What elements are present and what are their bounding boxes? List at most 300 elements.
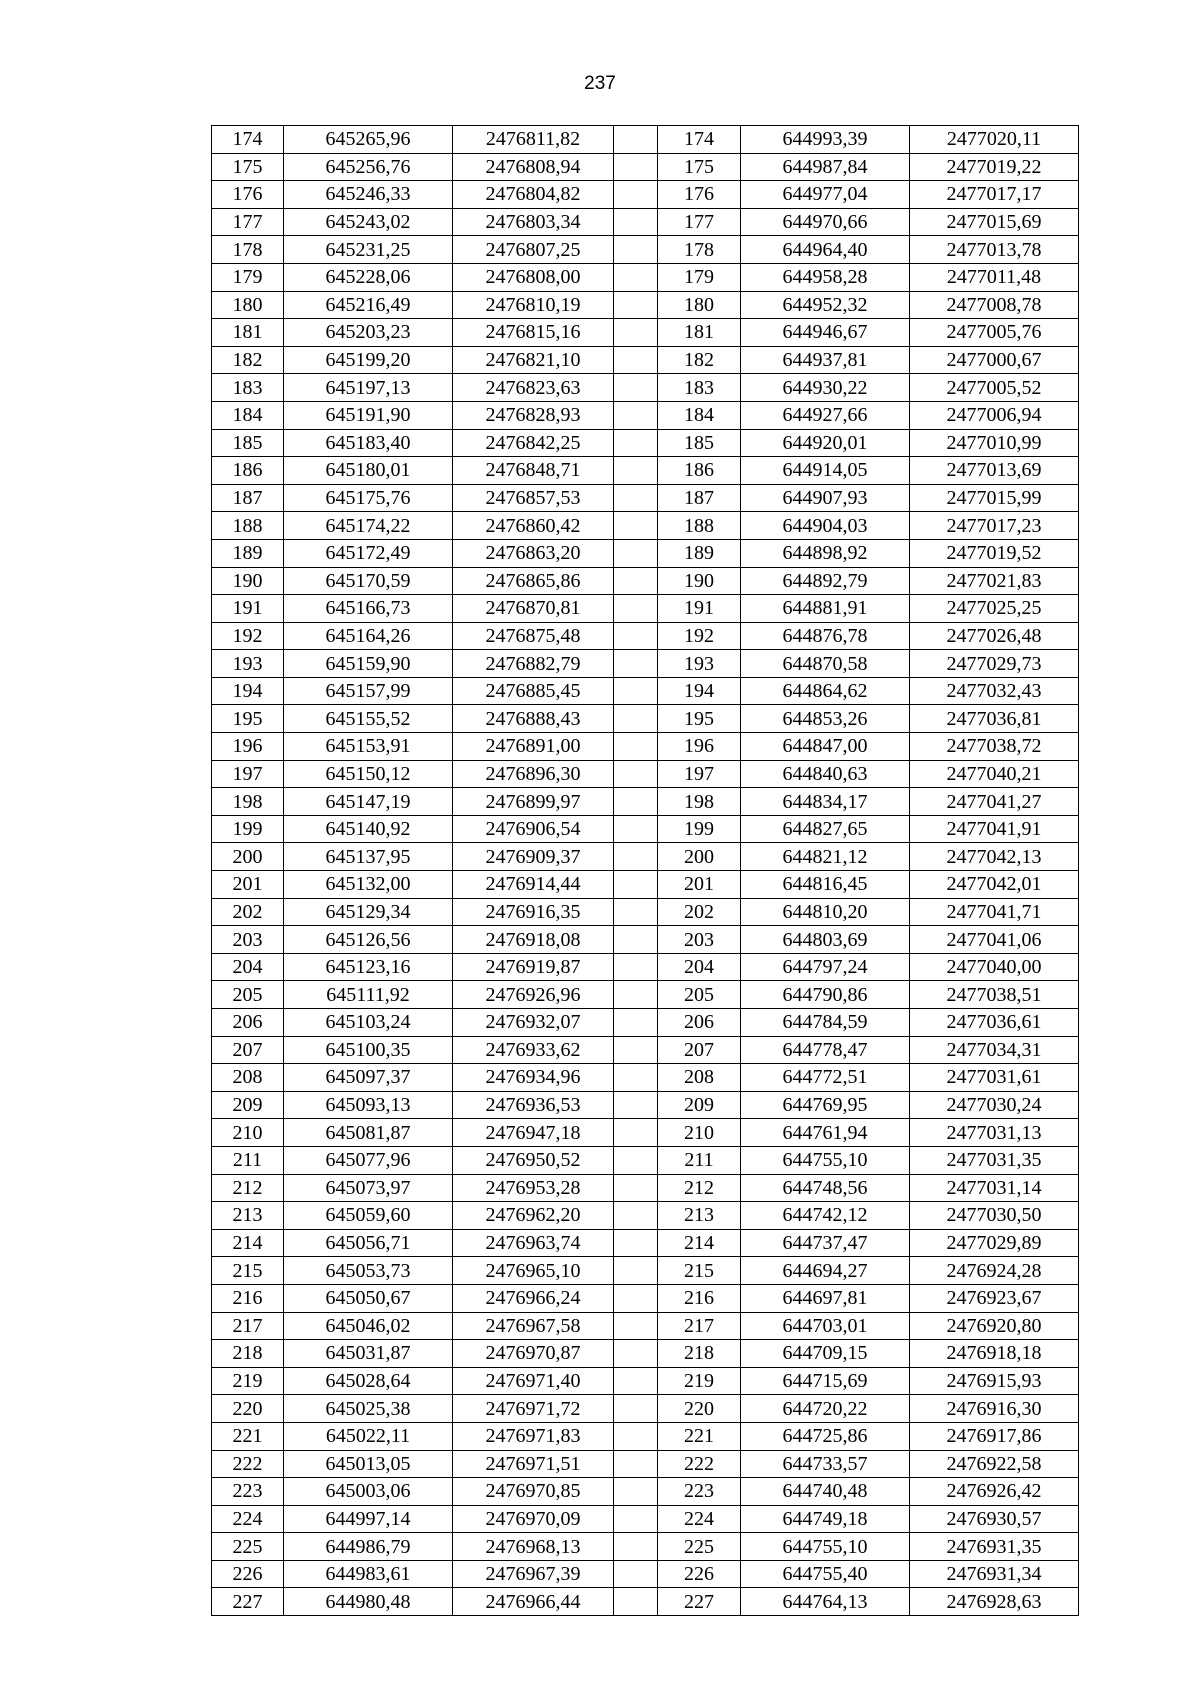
blank-cell	[614, 1340, 658, 1368]
blank-cell	[614, 1009, 658, 1037]
point-number-cell: 185	[658, 429, 741, 457]
y-coordinate-cell: 2476918,08	[453, 926, 614, 954]
x-coordinate-cell: 644784,59	[741, 1009, 910, 1037]
x-coordinate-cell: 645003,06	[284, 1478, 453, 1506]
point-number-cell: 198	[658, 788, 741, 816]
x-coordinate-cell: 644927,66	[741, 401, 910, 429]
x-coordinate-cell: 644733,57	[741, 1450, 910, 1478]
y-coordinate-cell: 2476857,53	[453, 484, 614, 512]
y-coordinate-cell: 2476931,35	[910, 1533, 1079, 1561]
blank-cell	[614, 595, 658, 623]
y-coordinate-cell: 2476808,00	[453, 263, 614, 291]
table-row	[212, 650, 1079, 678]
y-coordinate-cell: 2477041,06	[910, 926, 1079, 954]
table-row	[212, 512, 1079, 540]
blank-cell	[614, 1146, 658, 1174]
y-coordinate-cell: 2476966,44	[453, 1588, 614, 1616]
point-number-cell: 222	[658, 1450, 741, 1478]
blank-cell	[614, 1284, 658, 1312]
point-number-cell: 178	[658, 236, 741, 264]
blank-cell	[614, 788, 658, 816]
blank-cell	[614, 263, 658, 291]
point-number-cell: 203	[212, 926, 284, 954]
x-coordinate-cell: 645157,99	[284, 677, 453, 705]
y-coordinate-cell: 2476865,86	[453, 567, 614, 595]
y-coordinate-cell: 2476922,58	[910, 1450, 1079, 1478]
table-row	[212, 815, 1079, 843]
point-number-cell: 205	[658, 981, 741, 1009]
x-coordinate-cell: 645246,33	[284, 181, 453, 209]
x-coordinate-cell: 645216,49	[284, 291, 453, 319]
point-number-cell: 174	[212, 126, 284, 154]
y-coordinate-cell: 2476909,37	[453, 843, 614, 871]
y-coordinate-cell: 2476971,40	[453, 1367, 614, 1395]
blank-cell	[614, 898, 658, 926]
point-number-cell: 202	[658, 898, 741, 926]
y-coordinate-cell: 2477031,14	[910, 1174, 1079, 1202]
x-coordinate-cell: 645111,92	[284, 981, 453, 1009]
x-coordinate-cell: 644977,04	[741, 181, 910, 209]
x-coordinate-cell: 644834,17	[741, 788, 910, 816]
table-row	[212, 401, 1079, 429]
blank-cell	[614, 1202, 658, 1230]
point-number-cell: 222	[212, 1450, 284, 1478]
blank-cell	[614, 291, 658, 319]
point-number-cell: 227	[212, 1588, 284, 1616]
y-coordinate-cell: 2476924,28	[910, 1257, 1079, 1285]
blank-cell	[614, 1229, 658, 1257]
y-coordinate-cell: 2476968,13	[453, 1533, 614, 1561]
x-coordinate-cell: 644827,65	[741, 815, 910, 843]
blank-cell	[614, 346, 658, 374]
point-number-cell: 207	[658, 1036, 741, 1064]
x-coordinate-cell: 644937,81	[741, 346, 910, 374]
x-coordinate-cell: 644755,10	[741, 1533, 910, 1561]
blank-cell	[614, 1036, 658, 1064]
point-number-cell: 175	[658, 153, 741, 181]
y-coordinate-cell: 2476918,18	[910, 1340, 1079, 1368]
point-number-cell: 184	[212, 401, 284, 429]
point-number-cell: 190	[658, 567, 741, 595]
y-coordinate-cell: 2476808,94	[453, 153, 614, 181]
x-coordinate-cell: 644986,79	[284, 1533, 453, 1561]
x-coordinate-cell: 644697,81	[741, 1284, 910, 1312]
x-coordinate-cell: 645056,71	[284, 1229, 453, 1257]
point-number-cell: 182	[212, 346, 284, 374]
point-number-cell: 217	[658, 1312, 741, 1340]
y-coordinate-cell: 2477038,72	[910, 733, 1079, 761]
x-coordinate-cell: 644920,01	[741, 429, 910, 457]
point-number-cell: 176	[658, 181, 741, 209]
table-row	[212, 1588, 1079, 1616]
y-coordinate-cell: 2476896,30	[453, 760, 614, 788]
x-coordinate-cell: 644914,05	[741, 457, 910, 485]
blank-cell	[614, 1478, 658, 1506]
x-coordinate-cell: 645097,37	[284, 1064, 453, 1092]
point-number-cell: 219	[658, 1367, 741, 1395]
y-coordinate-cell: 2477042,13	[910, 843, 1079, 871]
y-coordinate-cell: 2476888,43	[453, 705, 614, 733]
x-coordinate-cell: 645164,26	[284, 622, 453, 650]
x-coordinate-cell: 644898,92	[741, 539, 910, 567]
y-coordinate-cell: 2476936,53	[453, 1091, 614, 1119]
x-coordinate-cell: 645129,34	[284, 898, 453, 926]
point-number-cell: 176	[212, 181, 284, 209]
point-number-cell: 218	[212, 1340, 284, 1368]
table-row	[212, 457, 1079, 485]
point-number-cell: 209	[658, 1091, 741, 1119]
table-row	[212, 677, 1079, 705]
blank-cell	[614, 319, 658, 347]
point-number-cell: 188	[212, 512, 284, 540]
y-coordinate-cell: 2476919,87	[453, 953, 614, 981]
table-row	[212, 843, 1079, 871]
y-coordinate-cell: 2476970,09	[453, 1505, 614, 1533]
point-number-cell: 215	[658, 1257, 741, 1285]
y-coordinate-cell: 2476965,10	[453, 1257, 614, 1285]
table-row	[212, 153, 1079, 181]
y-coordinate-cell: 2476870,81	[453, 595, 614, 623]
point-number-cell: 183	[212, 374, 284, 402]
point-number-cell: 214	[658, 1229, 741, 1257]
x-coordinate-cell: 644870,58	[741, 650, 910, 678]
x-coordinate-cell: 645174,22	[284, 512, 453, 540]
y-coordinate-cell: 2477013,78	[910, 236, 1079, 264]
table-row	[212, 1229, 1079, 1257]
point-number-cell: 217	[212, 1312, 284, 1340]
table-row	[212, 429, 1079, 457]
x-coordinate-cell: 644749,18	[741, 1505, 910, 1533]
point-number-cell: 226	[658, 1560, 741, 1588]
y-coordinate-cell: 2476953,28	[453, 1174, 614, 1202]
x-coordinate-cell: 644797,24	[741, 953, 910, 981]
blank-cell	[614, 457, 658, 485]
table-row	[212, 236, 1079, 264]
y-coordinate-cell: 2476947,18	[453, 1119, 614, 1147]
y-coordinate-cell: 2477008,78	[910, 291, 1079, 319]
point-number-cell: 179	[212, 263, 284, 291]
point-number-cell: 186	[212, 457, 284, 485]
y-coordinate-cell: 2476926,96	[453, 981, 614, 1009]
x-coordinate-cell: 645228,06	[284, 263, 453, 291]
x-coordinate-cell: 644821,12	[741, 843, 910, 871]
x-coordinate-cell: 645050,67	[284, 1284, 453, 1312]
x-coordinate-cell: 645073,97	[284, 1174, 453, 1202]
y-coordinate-cell: 2476950,52	[453, 1146, 614, 1174]
y-coordinate-cell: 2476875,48	[453, 622, 614, 650]
table-row	[212, 595, 1079, 623]
point-number-cell: 221	[212, 1422, 284, 1450]
y-coordinate-cell: 2477036,61	[910, 1009, 1079, 1037]
y-coordinate-cell: 2476967,39	[453, 1560, 614, 1588]
x-coordinate-cell: 645166,73	[284, 595, 453, 623]
y-coordinate-cell: 2477026,48	[910, 622, 1079, 650]
blank-cell	[614, 760, 658, 788]
point-number-cell: 188	[658, 512, 741, 540]
x-coordinate-cell: 645081,87	[284, 1119, 453, 1147]
table-row	[212, 319, 1079, 347]
x-coordinate-cell: 645059,60	[284, 1202, 453, 1230]
table-row	[212, 1284, 1079, 1312]
point-number-cell: 195	[212, 705, 284, 733]
x-coordinate-cell: 644703,01	[741, 1312, 910, 1340]
table-row	[212, 1450, 1079, 1478]
x-coordinate-cell: 645153,91	[284, 733, 453, 761]
x-coordinate-cell: 644952,32	[741, 291, 910, 319]
point-number-cell: 223	[212, 1478, 284, 1506]
blank-cell	[614, 1257, 658, 1285]
blank-cell	[614, 1450, 658, 1478]
x-coordinate-cell: 645183,40	[284, 429, 453, 457]
table-row	[212, 374, 1079, 402]
x-coordinate-cell: 645147,19	[284, 788, 453, 816]
point-number-cell: 196	[212, 733, 284, 761]
table-row	[212, 1202, 1079, 1230]
point-number-cell: 220	[212, 1395, 284, 1423]
y-coordinate-cell: 2476916,30	[910, 1395, 1079, 1423]
point-number-cell: 208	[658, 1064, 741, 1092]
table-row	[212, 760, 1079, 788]
x-coordinate-cell: 644983,61	[284, 1560, 453, 1588]
point-number-cell: 183	[658, 374, 741, 402]
point-number-cell: 219	[212, 1367, 284, 1395]
table-row	[212, 926, 1079, 954]
x-coordinate-cell: 644720,22	[741, 1395, 910, 1423]
y-coordinate-cell: 2476823,63	[453, 374, 614, 402]
point-number-cell: 194	[212, 677, 284, 705]
y-coordinate-cell: 2476971,51	[453, 1450, 614, 1478]
x-coordinate-cell: 644755,40	[741, 1560, 910, 1588]
x-coordinate-cell: 645028,64	[284, 1367, 453, 1395]
y-coordinate-cell: 2477000,67	[910, 346, 1079, 374]
point-number-cell: 186	[658, 457, 741, 485]
y-coordinate-cell: 2477020,11	[910, 126, 1079, 154]
x-coordinate-cell: 645046,02	[284, 1312, 453, 1340]
x-coordinate-cell: 644810,20	[741, 898, 910, 926]
point-number-cell: 189	[212, 539, 284, 567]
point-number-cell: 177	[658, 208, 741, 236]
blank-cell	[614, 539, 658, 567]
y-coordinate-cell: 2476860,42	[453, 512, 614, 540]
x-coordinate-cell: 645123,16	[284, 953, 453, 981]
point-number-cell: 174	[658, 126, 741, 154]
blank-cell	[614, 1091, 658, 1119]
point-number-cell: 216	[212, 1284, 284, 1312]
table-row	[212, 1533, 1079, 1561]
blank-cell	[614, 153, 658, 181]
y-coordinate-cell: 2477040,21	[910, 760, 1079, 788]
table-row	[212, 981, 1079, 1009]
blank-cell	[614, 484, 658, 512]
table-row	[212, 1478, 1079, 1506]
point-number-cell: 187	[212, 484, 284, 512]
table-row	[212, 484, 1079, 512]
point-number-cell: 192	[212, 622, 284, 650]
point-number-cell: 202	[212, 898, 284, 926]
table-row	[212, 181, 1079, 209]
y-coordinate-cell: 2476821,10	[453, 346, 614, 374]
point-number-cell: 218	[658, 1340, 741, 1368]
y-coordinate-cell: 2477034,31	[910, 1036, 1079, 1064]
y-coordinate-cell: 2476920,80	[910, 1312, 1079, 1340]
coordinates-table-body	[212, 126, 1079, 1616]
blank-cell	[614, 622, 658, 650]
x-coordinate-cell: 645172,49	[284, 539, 453, 567]
point-number-cell: 201	[212, 871, 284, 899]
y-coordinate-cell: 2477030,50	[910, 1202, 1079, 1230]
y-coordinate-cell: 2476923,67	[910, 1284, 1079, 1312]
x-coordinate-cell: 644772,51	[741, 1064, 910, 1092]
table-row	[212, 1340, 1079, 1368]
y-coordinate-cell: 2476807,25	[453, 236, 614, 264]
x-coordinate-cell: 644853,26	[741, 705, 910, 733]
x-coordinate-cell: 644748,56	[741, 1174, 910, 1202]
table-row	[212, 1091, 1079, 1119]
x-coordinate-cell: 644904,03	[741, 512, 910, 540]
blank-cell	[614, 512, 658, 540]
point-number-cell: 206	[658, 1009, 741, 1037]
point-number-cell: 211	[212, 1146, 284, 1174]
y-coordinate-cell: 2477021,83	[910, 567, 1079, 595]
blank-cell	[614, 1174, 658, 1202]
table-row	[212, 346, 1079, 374]
table-row	[212, 208, 1079, 236]
x-coordinate-cell: 644778,47	[741, 1036, 910, 1064]
table-row	[212, 898, 1079, 926]
point-number-cell: 192	[658, 622, 741, 650]
y-coordinate-cell: 2476891,00	[453, 733, 614, 761]
y-coordinate-cell: 2477015,69	[910, 208, 1079, 236]
x-coordinate-cell: 645022,11	[284, 1422, 453, 1450]
point-number-cell: 177	[212, 208, 284, 236]
y-coordinate-cell: 2476926,42	[910, 1478, 1079, 1506]
x-coordinate-cell: 644876,78	[741, 622, 910, 650]
y-coordinate-cell: 2477036,81	[910, 705, 1079, 733]
x-coordinate-cell: 645126,56	[284, 926, 453, 954]
point-number-cell: 200	[658, 843, 741, 871]
point-number-cell: 206	[212, 1009, 284, 1037]
x-coordinate-cell: 645132,00	[284, 871, 453, 899]
x-coordinate-cell: 644958,28	[741, 263, 910, 291]
blank-cell	[614, 1119, 658, 1147]
point-number-cell: 194	[658, 677, 741, 705]
x-coordinate-cell: 644964,40	[741, 236, 910, 264]
table-row	[212, 788, 1079, 816]
table-row	[212, 1505, 1079, 1533]
point-number-cell: 197	[658, 760, 741, 788]
table-row	[212, 705, 1079, 733]
table-row	[212, 539, 1079, 567]
x-coordinate-cell: 645031,87	[284, 1340, 453, 1368]
y-coordinate-cell: 2476899,97	[453, 788, 614, 816]
table-row	[212, 126, 1079, 154]
point-number-cell: 200	[212, 843, 284, 871]
point-number-cell: 191	[658, 595, 741, 623]
point-number-cell: 204	[658, 953, 741, 981]
x-coordinate-cell: 644993,39	[741, 126, 910, 154]
y-coordinate-cell: 2476882,79	[453, 650, 614, 678]
y-coordinate-cell: 2477017,23	[910, 512, 1079, 540]
point-number-cell: 209	[212, 1091, 284, 1119]
y-coordinate-cell: 2477041,27	[910, 788, 1079, 816]
table-row	[212, 622, 1079, 650]
y-coordinate-cell: 2476803,34	[453, 208, 614, 236]
point-number-cell: 226	[212, 1560, 284, 1588]
y-coordinate-cell: 2477006,94	[910, 401, 1079, 429]
table-row	[212, 1036, 1079, 1064]
y-coordinate-cell: 2477025,25	[910, 595, 1079, 623]
y-coordinate-cell: 2477017,17	[910, 181, 1079, 209]
blank-cell	[614, 1505, 658, 1533]
y-coordinate-cell: 2476916,35	[453, 898, 614, 926]
point-number-cell: 213	[212, 1202, 284, 1230]
blank-cell	[614, 126, 658, 154]
point-number-cell: 182	[658, 346, 741, 374]
x-coordinate-cell: 644725,86	[741, 1422, 910, 1450]
point-number-cell: 178	[212, 236, 284, 264]
y-coordinate-cell: 2476863,20	[453, 539, 614, 567]
x-coordinate-cell: 645155,52	[284, 705, 453, 733]
x-coordinate-cell: 645025,38	[284, 1395, 453, 1423]
blank-cell	[614, 926, 658, 954]
point-number-cell: 193	[212, 650, 284, 678]
y-coordinate-cell: 2477005,52	[910, 374, 1079, 402]
blank-cell	[614, 236, 658, 264]
point-number-cell: 201	[658, 871, 741, 899]
point-number-cell: 181	[212, 319, 284, 347]
blank-cell	[614, 650, 658, 678]
x-coordinate-cell: 644816,45	[741, 871, 910, 899]
point-number-cell: 221	[658, 1422, 741, 1450]
y-coordinate-cell: 2477030,24	[910, 1091, 1079, 1119]
y-coordinate-cell: 2477019,22	[910, 153, 1079, 181]
x-coordinate-cell: 644930,22	[741, 374, 910, 402]
y-coordinate-cell: 2477010,99	[910, 429, 1079, 457]
x-coordinate-cell: 644715,69	[741, 1367, 910, 1395]
point-number-cell: 208	[212, 1064, 284, 1092]
point-number-cell: 207	[212, 1036, 284, 1064]
x-coordinate-cell: 644970,66	[741, 208, 910, 236]
blank-cell	[614, 1367, 658, 1395]
y-coordinate-cell: 2476885,45	[453, 677, 614, 705]
blank-cell	[614, 1064, 658, 1092]
y-coordinate-cell: 2476914,44	[453, 871, 614, 899]
table-row	[212, 1422, 1079, 1450]
x-coordinate-cell: 644694,27	[741, 1257, 910, 1285]
point-number-cell: 196	[658, 733, 741, 761]
y-coordinate-cell: 2476971,72	[453, 1395, 614, 1423]
x-coordinate-cell: 645256,76	[284, 153, 453, 181]
x-coordinate-cell: 644709,15	[741, 1340, 910, 1368]
x-coordinate-cell: 645243,02	[284, 208, 453, 236]
point-number-cell: 180	[658, 291, 741, 319]
x-coordinate-cell: 645053,73	[284, 1257, 453, 1285]
table-row	[212, 1064, 1079, 1092]
point-number-cell: 199	[212, 815, 284, 843]
y-coordinate-cell: 2476971,83	[453, 1422, 614, 1450]
x-coordinate-cell: 644864,62	[741, 677, 910, 705]
y-coordinate-cell: 2476810,19	[453, 291, 614, 319]
point-number-cell: 210	[658, 1119, 741, 1147]
y-coordinate-cell: 2477029,73	[910, 650, 1079, 678]
x-coordinate-cell: 645150,12	[284, 760, 453, 788]
y-coordinate-cell: 2477041,91	[910, 815, 1079, 843]
y-coordinate-cell: 2477015,99	[910, 484, 1079, 512]
x-coordinate-cell: 644840,63	[741, 760, 910, 788]
y-coordinate-cell: 2477005,76	[910, 319, 1079, 347]
y-coordinate-cell: 2476932,07	[453, 1009, 614, 1037]
y-coordinate-cell: 2476848,71	[453, 457, 614, 485]
